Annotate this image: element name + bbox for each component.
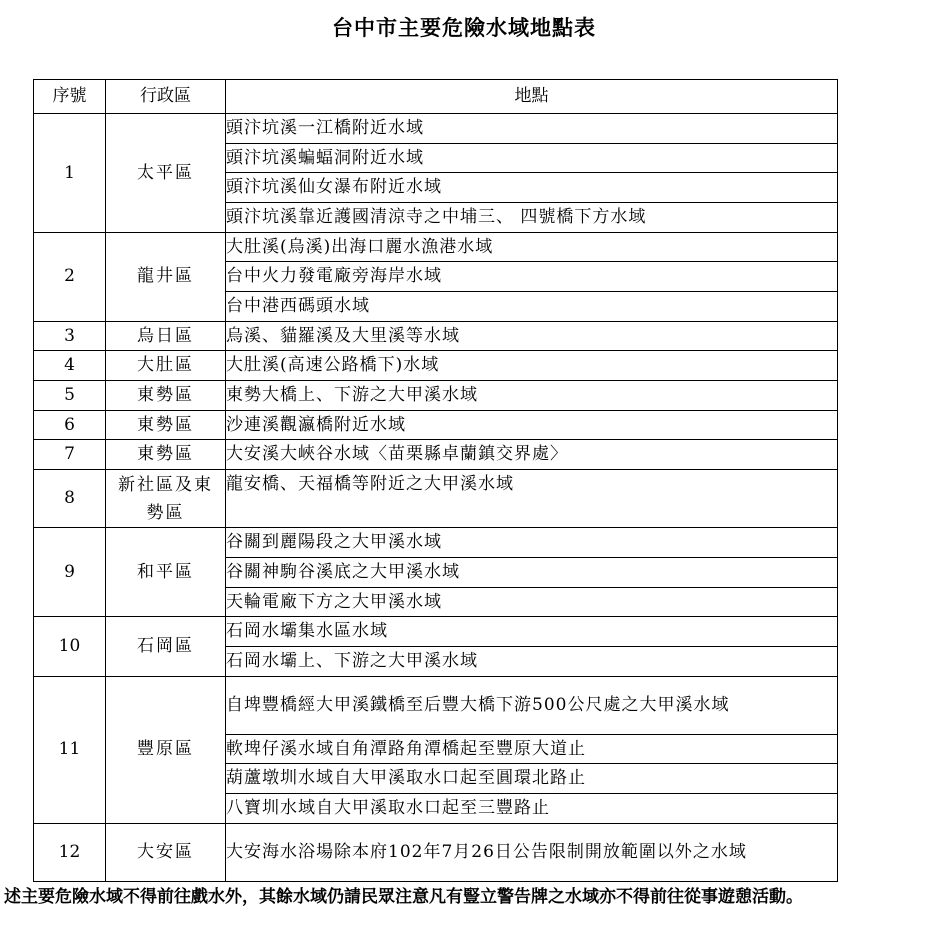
- row-number: 2: [34, 232, 106, 321]
- footnote: 述主要危險水域不得前往戲水外，其餘水域仍請民眾注意凡有豎立警告牌之水域亦不得前往從事遊憩活動。: [4, 887, 803, 907]
- district-cell: 豐原區: [106, 676, 226, 823]
- table-row: [34, 617, 838, 647]
- location-cell: 大安溪大峽谷水域〈苗栗縣卓蘭鎮交界處〉: [226, 440, 838, 470]
- table-row: [34, 676, 838, 734]
- location-cell: 頭汴坑溪一江橋附近水域: [226, 114, 838, 144]
- row-number: 1: [34, 114, 106, 233]
- header-location: 地點: [226, 80, 838, 114]
- row-number: 11: [34, 676, 106, 823]
- location-cell: 自埤豐橋經大甲溪鐵橋至后豐大橋下游500公尺處之大甲溪水域: [226, 676, 838, 734]
- row-number: 9: [34, 528, 106, 617]
- table-row: [34, 470, 838, 528]
- table-row: [34, 321, 838, 351]
- district-cell: 烏日區: [106, 321, 226, 351]
- district-cell: 太平區: [106, 114, 226, 233]
- location-cell: 軟埤仔溪水域自角潭路角潭橋起至豐原大道止: [226, 734, 838, 764]
- district-cell: 東勢區: [106, 381, 226, 411]
- row-number: 4: [34, 351, 106, 381]
- location-cell: 石岡水壩集水區水域: [226, 617, 838, 647]
- location-cell: 頭汴坑溪蝙蝠洞附近水域: [226, 143, 838, 173]
- location-cell: 石岡水壩上、下游之大甲溪水域: [226, 647, 838, 677]
- row-number: 8: [34, 470, 106, 528]
- location-cell: 頭汴坑溪仙女瀑布附近水域: [226, 173, 838, 203]
- row-number: 6: [34, 410, 106, 440]
- district-cell: 龍井區: [106, 232, 226, 321]
- dangerous-waters-table: [33, 79, 838, 882]
- location-cell: 大安海水浴場除本府102年7月26日公告限制開放範圍以外之水域: [226, 823, 838, 881]
- row-number: 7: [34, 440, 106, 470]
- location-cell: 葫蘆墩圳水域自大甲溪取水口起至圓環北路止: [226, 764, 838, 794]
- table-row: [34, 114, 838, 144]
- table-row: [34, 528, 838, 558]
- table-row: [34, 440, 838, 470]
- district-cell: 和平區: [106, 528, 226, 617]
- district-cell: 石岡區: [106, 617, 226, 677]
- row-number: 3: [34, 321, 106, 351]
- header-no: 序號: [34, 80, 106, 114]
- location-cell: 大肚溪(高速公路橋下)水域: [226, 351, 838, 381]
- table-header-row: [34, 80, 838, 114]
- location-cell: 天輪電廠下方之大甲溪水域: [226, 587, 838, 617]
- district-cell: 東勢區: [106, 410, 226, 440]
- location-cell: 谷關神駒谷溪底之大甲溪水域: [226, 557, 838, 587]
- table-body: [34, 114, 838, 882]
- row-number: 5: [34, 381, 106, 411]
- location-cell: 台中港西碼頭水域: [226, 291, 838, 321]
- district-cell: 新社區及東勢區: [106, 470, 226, 528]
- location-cell: 龍安橋、天福橋等附近之大甲溪水域: [226, 470, 838, 528]
- location-cell: 東勢大橋上、下游之大甲溪水域: [226, 381, 838, 411]
- table-row: [34, 410, 838, 440]
- location-cell: 大肚溪(烏溪)出海口麗水漁港水域: [226, 232, 838, 262]
- row-number: 12: [34, 823, 106, 881]
- location-cell: 烏溪、貓羅溪及大里溪等水域: [226, 321, 838, 351]
- row-number: 10: [34, 617, 106, 677]
- table-row: [34, 381, 838, 411]
- district-cell: 東勢區: [106, 440, 226, 470]
- location-cell: 谷關到麗陽段之大甲溪水域: [226, 528, 838, 558]
- table-row: [34, 232, 838, 262]
- table-row: [34, 823, 838, 881]
- location-cell: 八寶圳水域自大甲溪取水口起至三豐路止: [226, 794, 838, 824]
- location-cell: 台中火力發電廠旁海岸水域: [226, 262, 838, 292]
- table-row: [34, 351, 838, 381]
- location-cell: 沙連溪觀瀛橋附近水域: [226, 410, 838, 440]
- page-title: 台中市主要危險水域地點表: [332, 16, 596, 40]
- header-district: 行政區: [106, 80, 226, 114]
- location-cell: 頭汴坑溪靠近護國清涼寺之中埔三、 四號橋下方水域: [226, 202, 838, 232]
- district-cell: 大安區: [106, 823, 226, 881]
- district-cell: 大肚區: [106, 351, 226, 381]
